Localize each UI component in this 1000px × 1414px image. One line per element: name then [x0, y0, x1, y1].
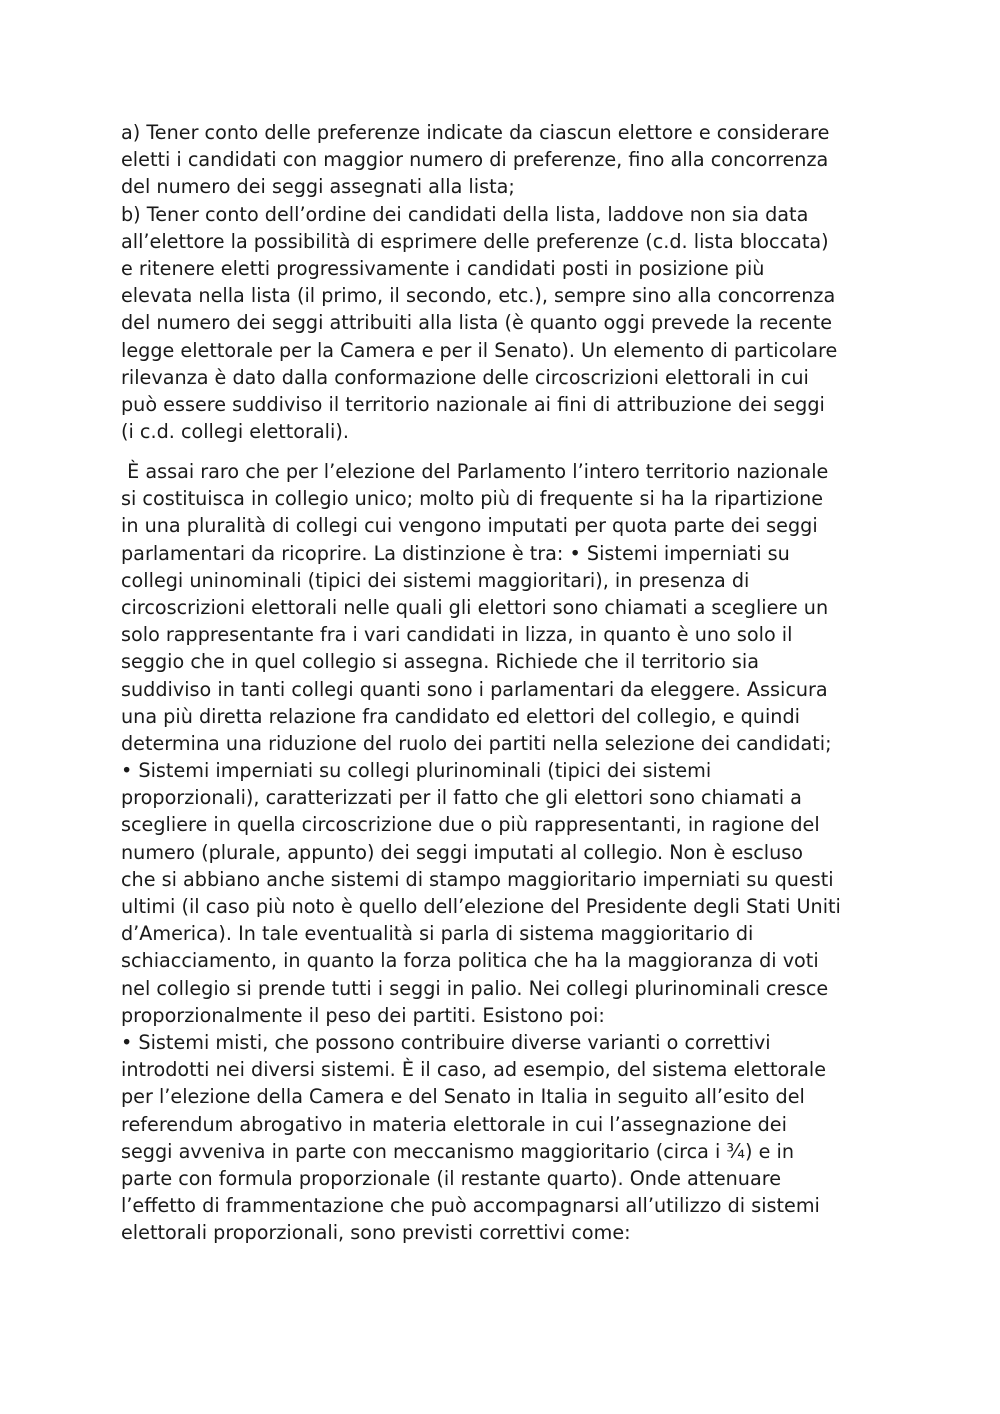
text-line: • Sistemi misti, che possono contribuire diverse varianti o correttivi: [121, 1030, 771, 1054]
text-line: suddiviso in tanti collegi quanti sono i parlamentari da eleggere. Assicura: [121, 677, 828, 701]
text-line: proporzionalmente il peso dei partiti. Esistono poi:: [121, 1003, 605, 1027]
text-line: parte con formula proporzionale (il restante quarto). Onde attenuare: [121, 1166, 782, 1190]
text-line: l’effetto di frammentazione che può accompagnarsi all’utilizzo di sistemi: [121, 1194, 820, 1218]
text-line: all’elettore la possibilità di esprimere delle preferenze (c.d. lista bloccata): [121, 229, 829, 253]
text-line: si costituisca in collegio unico; molto più di frequente si ha la ripartizione: [121, 487, 824, 511]
text-line: elevata nella lista (il primo, il secondo, etc.), sempre sino alla concorrenza: [121, 284, 836, 308]
text-line: introdotti nei diversi sistemi. È il caso, ad esempio, del sistema elettorale: [121, 1058, 826, 1082]
text-line: in una pluralità di collegi cui vengono imputati per quota parte dei seggi: [121, 514, 818, 538]
text-line: eletti i candidati con maggior numero di preferenze, fino alla concorrenza: [121, 148, 829, 172]
paragraph-electoral-colleges: [121, 458, 901, 1246]
text-line: numero (plurale, appunto) dei seggi imputati al collegio. Non è escluso: [121, 840, 804, 864]
text-line: referendum abrogativo in materia elettorale in cui l’assegnazione dei: [121, 1112, 787, 1136]
text-line: per l’elezione della Camera e del Senato in Italia in seguito all’esito del: [121, 1085, 805, 1109]
text-line: • Sistemi imperniati su collegi plurinominali (tipici dei sistemi: [121, 759, 712, 783]
text-line: elettorali proporzionali, sono previsti correttivi come:: [121, 1221, 631, 1245]
text-line: determina una riduzione del ruolo dei partiti nella selezione dei candidati;: [121, 731, 832, 755]
text-line: scegliere in quella circoscrizione due o più rappresentanti, in ragione del: [121, 813, 820, 837]
text-line: parlamentari da ricoprire. La distinzione è tra: • Sistemi imperniati su: [121, 541, 790, 565]
text-line: seggio che in quel collegio si assegna. Richiede che il territorio sia: [121, 650, 759, 674]
text-line: proporzionali), caratterizzati per il fatto che gli elettori sono chiamati a: [121, 786, 802, 810]
text-line: che si abbiano anche sistemi di stampo maggioritario imperniati su questi: [121, 867, 834, 891]
text-line: e ritenere eletti progressivamente i candidati posti in posizione più: [121, 256, 765, 280]
text-line: può essere suddiviso il territorio nazionale ai fini di attribuzione dei seggi: [121, 392, 825, 416]
text-line: solo rappresentante fra i vari candidati in lizza, in quanto è uno solo il: [121, 623, 793, 647]
text-line: una più diretta relazione fra candidato ed elettori del collegio, e quindi: [121, 704, 800, 728]
text-line: È assai raro che per l’elezione del Parlamento l’intero territorio nazionale: [121, 460, 829, 483]
text-line: del numero dei seggi attribuiti alla lista (è quanto oggi prevede la recente: [121, 311, 833, 335]
text-line: seggi avveniva in parte con meccanismo maggioritario (circa i ¾) e in: [121, 1139, 795, 1163]
text-line: (i c.d. collegi elettorali).: [121, 420, 349, 444]
text-line: d’America). In tale eventualità si parla di sistema maggioritario di: [121, 922, 754, 946]
text-line: nel collegio si prende tutti i seggi in palio. Nei collegi plurinominali cresce: [121, 976, 829, 1000]
text-line: b) Tener conto dell’ordine dei candidati della lista, laddove non sia data: [121, 202, 809, 226]
text-line: circoscrizioni elettorali nelle quali gli elettori sono chiamati a scegliere un: [121, 595, 829, 619]
text-line: collegi uninominali (tipici dei sistemi maggioritari), in presenza di: [121, 568, 750, 592]
text-line: del numero dei seggi assegnati alla lista;: [121, 175, 515, 199]
text-line: ultimi (il caso più noto è quello dell’elezione del Presidente degli Stati Uniti: [121, 895, 841, 918]
text-line: a) Tener conto delle preferenze indicate da ciascun elettore e considerare: [121, 121, 830, 144]
text-line: rilevanza è dato dalla conformazione delle circoscrizioni elettorali in cui: [121, 365, 809, 389]
text-line: schiacciamento, in quanto la forza politica che ha la maggioranza di voti: [121, 949, 819, 973]
text-line: legge elettorale per la Camera e per il Senato). Un elemento di particolare: [121, 338, 838, 362]
paragraph-candidate-selection: [121, 119, 901, 445]
